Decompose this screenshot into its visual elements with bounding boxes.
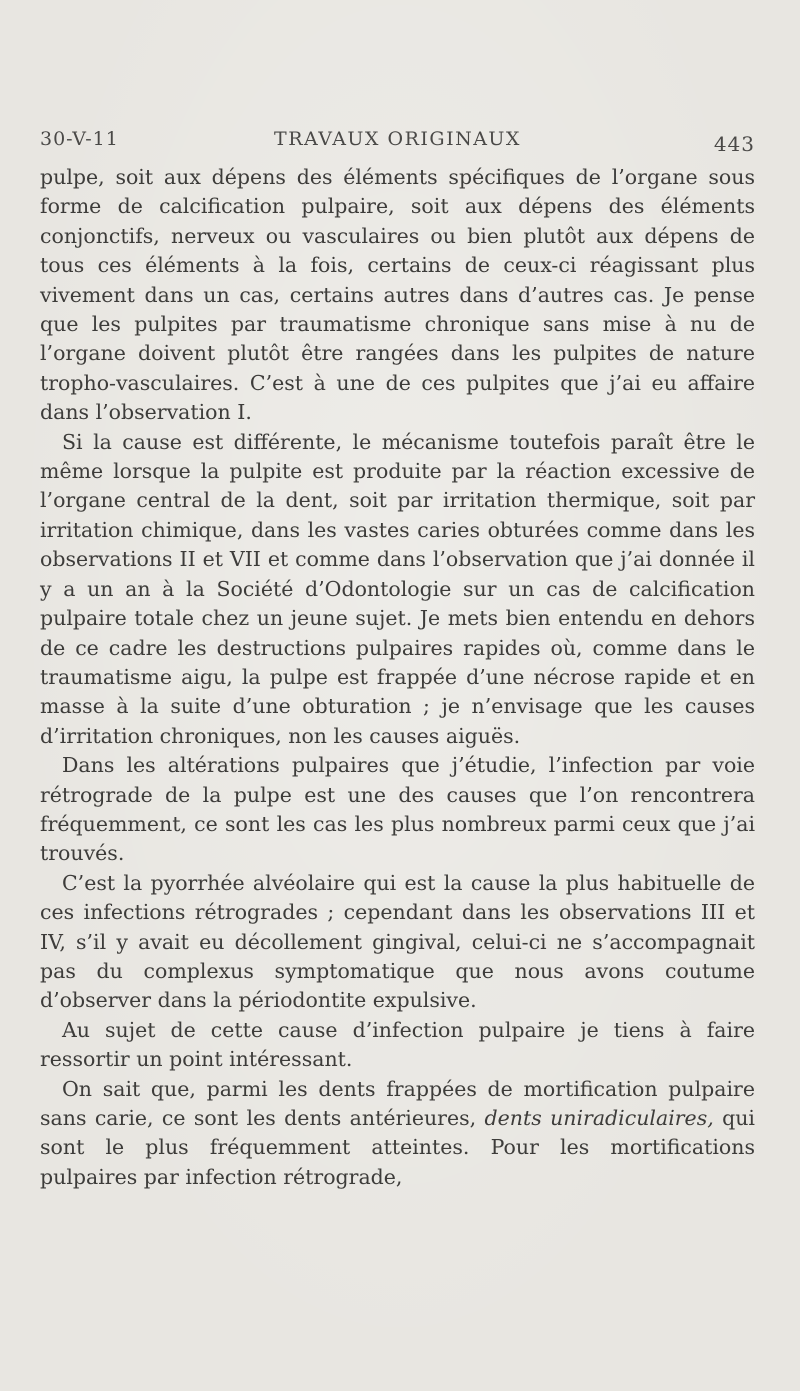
paragraph-continuation: pulpe, soit aux dépens des éléments spécifiques de l’organe sous forme de calcification pulpaire, soit aux dépens des éléments conjonctifs, nerveux ou vasculaires ou bien plutôt aux dépens de tous ces éléments à la fois, certains de ceux-ci réagissant plus vivement dans un cas, certains autres dans d’autres cas. Je pense que les pulpites par traumatisme chronique sans mise à nu de l’organe doivent plutôt être rangées dans les pulpites de nature tropho-vasculaires. C’est à une de ces pulpites que j’ai eu affaire dans l’observation I. [40,165,755,425]
page-number: 443 [713,132,755,156]
running-head [40,128,755,158]
article-body [40,163,755,1192]
paragraph-anterior-teeth-end: qui sont le plus fréquemment atteintes. Pour les mortifications pulpaires par infection rétrograde, [40,1106,755,1189]
paragraph-mechanism: Si la cause est différente, le mécanisme toutefois paraît être le même lorsque la pulpite est produite par la réaction excessive de l’organe central de la dent, soit par irritation thermique, soit par irritation chimique, dans les vastes caries obturées comme dans les observations II et VII et comme dans l’observation que j’ai donnée il y a un an à la Société d’Odontologie sur un cas de calcification pulpaire totale chez un jeune sujet. Je mets bien entendu en dehors de ce cadre les destructions pulpaires rapides où, comme dans le traumatisme aigu, la pulpe est frappée d’une nécrose rapide et en masse à la suite d’une obturation ; je n’envisage que les causes d’irritation chroniques, non les causes aiguës. [40,429,755,748]
paragraph-anterior-teeth [40,1075,755,1193]
paragraph-point-of-interest: Au sujet de cette cause d’infection pulpaire je tiens à faire ressortir un point intéressant. [40,1017,755,1072]
paragraph-pyorrhea: C’est la pyorrhée alvéolaire qui est la cause la plus habituelle de ces infections rétrogrades ; cependant dans les observations III et IV, s’il y avait eu décollement gingival, celui-ci ne s’accompagnait pas du complexus symptomatique que nous avons coutume d’observer dans la périodontite expulsive. [40,870,755,1013]
header-date: 30-V-11 [40,128,119,150]
italic-uniradicular-teeth: dents uniradiculaires, [484,1106,714,1130]
header-section-title: TRAVAUX ORIGINAUX [274,128,521,150]
paragraph-anterior-teeth-start: On sait que, parmi les dents frappées de mortification pulpaire sans carie, ce sont les dents antérieures, [40,1076,755,1130]
paragraph-retrograde-infection: Dans les altérations pulpaires que j’étudie, l’infection par voie rétrograde de la pulpe est une des causes que l’on rencontrera fréquemment, ce sont les cas les plus nombreux parmi ceux que j’ai trouvés. [40,753,755,866]
